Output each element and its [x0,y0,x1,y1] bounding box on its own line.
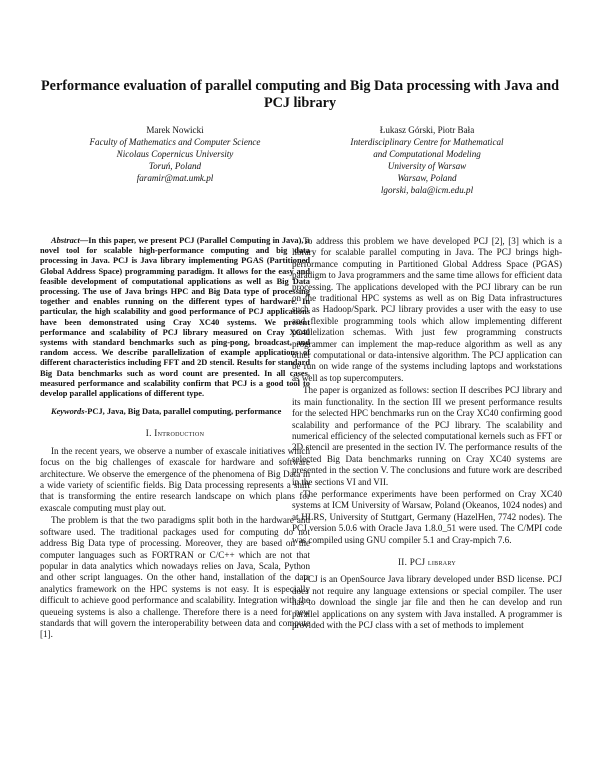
abstract-label: Abstract [51,236,80,245]
right-column [292,236,562,631]
section-heading: I. Introduction [145,428,205,439]
body-paragraph: To address this problem we have developed PCJ [2], [3] which is a library for scalable parallel computing in Java. The PCJ brings high-performance computing in Partitioned Global Address Space (PGAS) paradigm to Java programmers and the same time allows for efficient data processing. The applications developed with the PCJ library can be run on the traditional HPC systems as well as on Big Data infrastructures such as Hadoop/Spark. PCJ library provides a user with the easy to use and flexible programming tools which allow implementing different parallelization schemas. With just few programming constructs programmer can implement the map-reduce algorithm as well as any other computational or data-intensive algorithm. The PCJ application can be run on wide range of the systems including laptops and workstations as well as top supercomputers. [292,236,562,383]
left-column [40,236,310,641]
body-paragraph: The problem is that the two paradigms split both in the hardware and software used. The traditional packages used for computing do not address Big Data type of processing. Moreover, they are based on the computer languages such as FORTRAN or C/C++ which are not that popular in data analytics which nowadays relies on Java, Scala, Python and other script languages. On the other hand, installation of the data analytics framework on the HPC systems is not easy. It is especially difficult to achieve good performance and scalability. Integration with the queueing systems is also a challenge. Therefore there is a need for new standards that will govern the interoperability between data and compute [1]. [40,515,310,640]
author-location: Toruń, Poland [148,161,202,171]
author-name: Marek Nowicki [146,125,204,135]
body-paragraph: In the recent years, we observe a number of exascale initiatives which focus on the big challenges of exascale for hardware and software architecture. We observe the emergence of the phenomena of Big Data in a wide variety of scientific fields. Big Data processing represents a shift that is transforming the entire research landscape on which plans for exascale computing must play out. [40,445,310,513]
keywords-label: Keywords [51,407,85,417]
author-block-right [292,124,562,196]
author-name: Łukasz Górski, Piotr Bała [379,125,475,135]
author-location: Warsaw, Poland [397,173,457,183]
section-heading: II. PCJ library [397,556,457,567]
body-paragraph: PCJ is an OpenSource Java library developed under BSD license. PCJ does not require any language extensions or special compiler. The user has to download the single jar file and then he can develop and run parallel applications on any system with Java installed. A programmer is provided with the PCJ class with a set of methods to implement [292,574,562,630]
body-paragraph: The performance experiments have been performed on Cray XC40 systems at ICM University of Warsaw, Poland (Okeanos, 1024 nodes) and at HLRS, University of Stuttgart, Germany (HazelHen, 7742 nodes). The PCJ version 5.0.6 with Oracle Java 1.8.0_51 were used. The C/MPI code was compiled using GNU compiler 5.1 and Cray-mpich 7.6. [292,488,562,545]
author-affiliation: Interdisciplinary Centre for Mathematical [350,137,504,147]
abstract-text: —In this paper, we present PCJ (Parallel Computing in Java), a novel tool for scalable high-performance computing and big data processing in Java. PCJ is Java library implementing PGAS (Partitioned Global Address Space) programming paradigm. It allows for the easy and feasible development of computational applications as well as Big Data processing. The use of Java brings HPC and Big Data type of processing together and enables running on the different types of hardware. In particular, the high scalability and good performance of PCJ applications have been demonstrated using Cray XC40 systems. We present performance and scalability of PCJ library measured on Cray XC40 systems with standard benchmarks such as ping-pong, broadcast, and random access. We describe parallelization of example applications of different characteristics including FFT and 2D stencil. Results for standard Big Data benchmarks such as word count are presented. In all cases, measured performance and scalability confirm that PCJ is a good tool to develop parallel applications of different type. [40,236,310,399]
author-affiliation: Faculty of Mathematics and Computer Science [89,137,261,147]
keywords-text: -PCJ, Java, Big Data, parallel computing, performance [84,407,282,417]
abstract [40,236,310,399]
keywords [40,407,310,417]
author-affiliation: Nicolaus Copernicus University [116,149,234,159]
body-paragraph: The paper is organized as follows: section II describes PCJ library and its main functionality. In the section III we present performance results for the selected HPC benchmarks run on the Cray XC40 confirming good scalability and performance of the PCJ library. The scalability and numerical efficiency of the selected computational kernels such as FFT or 2D stencil are presented in the section IV. The performance results of the selected Big Data benchmarks running on Cray XC40 systems are presented in the section V. The conclusions and future work are described in the sections VI and VII. [292,385,562,487]
author-affiliation: and Computational Modeling [373,149,481,159]
author-block-left [40,124,310,184]
author-affiliation: University of Warsaw [387,161,467,171]
author-email: lgorski, bala@icm.edu.pl [380,185,474,195]
paper-title: Performance evaluation of parallel computing and Big Data processing with Java and PCJ library [41,78,559,111]
author-email: faramir@mat.umk.pl [136,173,214,183]
